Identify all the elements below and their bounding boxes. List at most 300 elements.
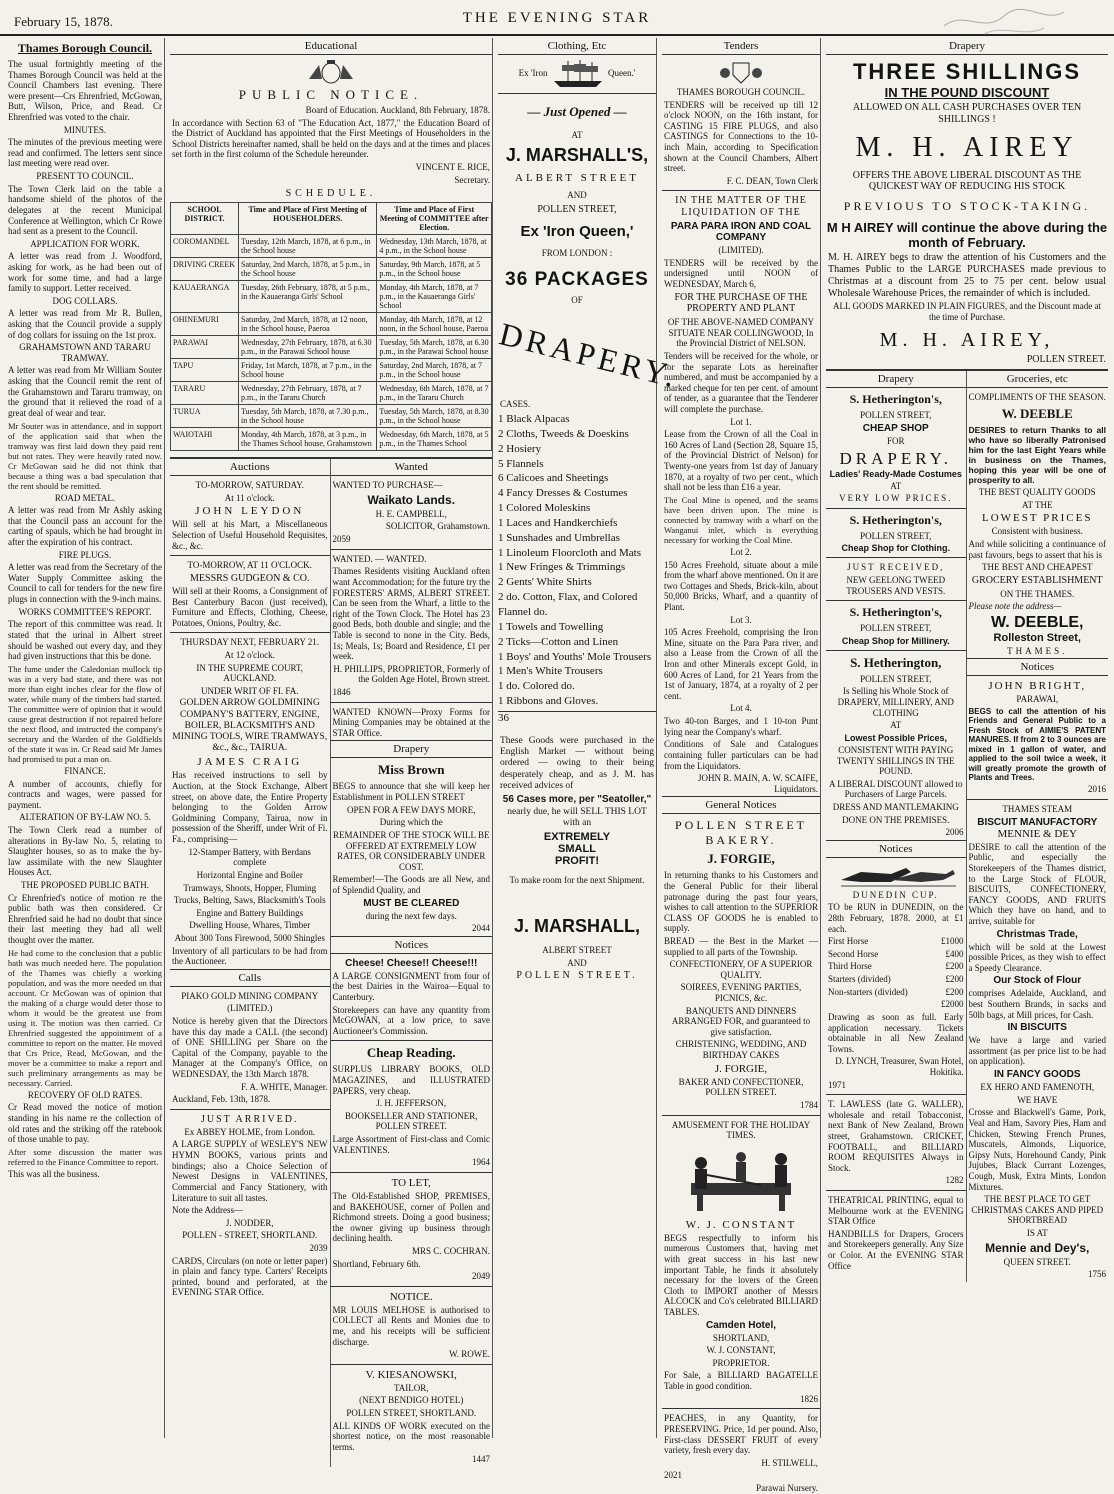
lot-conditions: Conditions of Sale and Catalogues containing fuller particulars can be had from the Liquidators. [664, 739, 818, 771]
schedule-title: SCHEDULE. [285, 188, 377, 200]
purchased-text: These Goods were purchased in the English Market — without being ordered — owing to their being desperately cheap, and as J. M. has received advices of [500, 735, 654, 791]
prize-label: Second Horse [828, 948, 879, 959]
note-address: Please note the address— [968, 601, 1062, 612]
lowest-possible: Lowest Possible Prices, [844, 732, 948, 743]
dog-text: A letter was read from Mr R. Bullen, asking that the Council provide a supply of dog collars for issuing on the 1st prox. [8, 308, 162, 340]
lot1-text: Lease from the Crown of all the Coal in 160 Acres of Land (Section 28, Square 15, of the Provincial District of Nelson) for Twenty-one years from 1st day of January 1870, at a royalty of two per cent., which shall not be less than £16 a year. [664, 429, 818, 493]
bath-text: Cr Ehrenfried's notice of motion re the public bath was then considered. Cr Ehrenfried said he had no doubt that since their last meeting they had all well thought over the matter. [8, 892, 162, 946]
section-wanted: Wanted [331, 459, 493, 476]
tender-body: TENDERS will be received up till 12 o'clock NOON, on the 16th instant, for CASTING 15 FIRE PLUGS, and also CASTINGS for Connections to the 10-inch Main, according to Specification shown at the Council Chambers, Albert street. [664, 99, 818, 174]
soliciting-text: And while soliciting a continuance of past favours, begs to assert that his is [968, 538, 1106, 560]
section-groceries: Groceries, etc [967, 371, 1109, 388]
case-item: 4 Fancy Dresses & Costumes [498, 487, 628, 500]
footer-marshall: J. MARSHALL, [514, 915, 640, 936]
schedule-cell: KAUAERANGA [171, 281, 239, 313]
schedule-cell: PARAWAI [171, 336, 239, 359]
consistent-text: CONSISTENT WITH PAYING TWENTY SHILLINGS IN THE POUND. [836, 744, 955, 777]
best-cheapest: THE BEST AND CHEAPEST [981, 562, 1093, 573]
calls-sign: F. A. WHITE, Manager. [241, 1081, 328, 1092]
we-have: WE HAVE [1017, 1094, 1058, 1105]
hetherington-number: 2006 [945, 827, 964, 838]
handbills-text: HANDBILLS for Drapers, Grocers and Storekeepers generally. Any Size or Color. At the EVENING STAR Office [828, 1228, 964, 1271]
draw-text: Drawing as soon as full. Early application necessary. Tickets obtainable in all New Zealand Towns. [828, 1011, 964, 1054]
cards-text: CARDS, Circulars (on note or letter paper) in plain and fancy type. Carters' Receipts printed, bound and perforated, at the EVENING STAR Office. [172, 1255, 328, 1298]
auction-item: Trucks, Belting, Saws, Blacksmith's Tools [173, 895, 326, 906]
auction1-time: At 11 o'clock. [224, 492, 275, 503]
schedule-col-committee: Time and Place of First Meeting of COMMITTEE after Election. [377, 203, 492, 235]
peaches-body: PEACHES, in any Quantity, for PRESERVING. Price, 1d per pound. Also, First-class DESSERT FRUIT of every variety, fresh every day. [664, 1413, 818, 1456]
forgie-number: 1784 [800, 1099, 818, 1110]
schedule-cell: TARARU [171, 382, 239, 405]
theatrical-text: THEATRICAL PRINTING, equal to Melbourne work at the EVENING STAR Office [828, 1195, 964, 1227]
liquidation-of: OF THE ABOVE-NAMED COMPANY SITUATE NEAR COLLINGWOOD, In the Provincial District of NELSON. [667, 317, 815, 349]
wanted2-body: Thames Residents visiting Auckland often want Accommodation; for the future try the FORESTERS' ARMS, ALBERT STREET. Can be seen from the Wharf, a little to the right of the Town Clock. The Hotel has 23 good Beds, both double and single; and the Table is second to none in the City. Beds, 1s; Meals, 1s; Board and Residence, £1 per week. [332, 566, 490, 662]
section-tenders: Tenders [662, 38, 820, 55]
from-london: FROM LONDON : [541, 248, 613, 259]
wanted-column [331, 459, 493, 1467]
miss-brown-end: during the next few days. [365, 910, 457, 921]
auction-item: 12-Stamper Battery, with Berdans complete [188, 846, 311, 868]
hetherington3-street: POLLEN STREET, [860, 623, 932, 634]
ladies-costumes: Ladies' Ready-Made Costumes [829, 468, 962, 479]
lot3-label: Lot 3. [730, 614, 752, 625]
for-label: FOR [886, 436, 905, 446]
lot2-label: Lot 2. [730, 546, 752, 557]
column-notices [170, 38, 493, 1465]
reading-extra: Large Assortment of First-class and Comic VALENTINES. [332, 1134, 490, 1155]
pound-discount: IN THE POUND DISCOUNT [884, 85, 1050, 100]
prize-amount: £2000 [941, 999, 964, 1010]
educ-sign-name: VINCENT E. RICE, [415, 162, 490, 173]
column-council-report: Thames Borough Council. The usual fortnightly meeting of the Thames Borough Council was held at the Council Chambers last evening. There were present—Crs Ehrenfried, McGowan, Butt, Wilson, Price, and Read. Cr Ehrenfried was voted to the chair. MINUTES. The minutes of the previous meeting were read and confirmed. The letters sent since last meeting were read over. PRESENT TO COUNCIL. The Town Clerk laid on the table a handsome shield of the photos of the delegates at the recent Municipal Conference at Wellington, which Cr Rowe had sent as a present to the Council. APPLICATION FOR WORK. A letter was read from J. Woodford, asking for work, as he had been out of work for some time, and had a large family to support. Letter received. DOG COLLARS. A letter was read from Mr R. Bullen, asking that the Council provide a supply of dog collars for issuing on the 1st prox. GRAHAMSTOWN AND TARARU TRAMWAY. A letter was read from Mr William Souter asking that the Council remit the rent of the Grahamstown and Tararu tramway, on the ground that it relieved the road of a great deal of wear and tear. Mr Souter was in attendance, and in support of the application said that when the tramway was first laid down they paid rent but not rates. They were heavily rated now. Cr McGowan said he did not think that because a thing was a bad speculation that the rent should be remitted. ROAD METAL. A letter was read from Mr Ashly asking that the Council pass an account for the carting of spauls, which he had brought in after the expiration of his contract. FIRE PLUGS. A letter was read from the Secretary of the Water Supply Committee asking the Council to call for tenders for the new fire plugs in connection with the 9-inch mains. WORKS COMMITTEE'S REPORT. The report of this committee was read. It stated that the urinal in Albert street should be washed out every day, and they had given instructions that this be done. The fume under the Caledonian mullock tip was in a very bad state, and there was not more than eight inches clear for the flow of water, while many of the timbers had started. The committee were of opinion that it would cause great destruction if not repaired before the next flood, and instructed the company's secretary and the Warden of the Goldfields of the state it was in. Cr Read said Mr James had promised to put a man on. FINANCE. A number of accounts, chiefly for contracts and wages, were passed for payment. ALTERATION OF BY-LAW NO. 5. The Town Clerk read a number of alterations in By-law No. 5, relating to Slaughter houses, so as to make the by-law assimilate with the new Slaughter Houses Act. THE PROPOSED PUBLIC BATH. Cr Ehrenfried's notice of motion re the public bath was then considered. Cr Ehrenfried said he had no doubt that since their last meeting they had all well thought over the matter. He had come to the conclusion that a public bath was much needed here. The population of the Thames was chiefly a working population, and was the more needed on that account. Cr McGowan was of opinion that the making of a charge would deter those to whom it would be the greatest use from using it. The motion was then carried. Cr Ehrenfried suggested the appointment of a committee to report on the matter. He moved that Crs Price, Read, McGowan, and the mover be a committee to make a report and such preliminary arrangements as may be necessary. Carried. RECOVERY OF OLD RATES. Cr Read moved the notice of motion standing in his name re the collection of old rates and the striking off the ratebook of those unable to pay. After some discussion the matter was referred to the Finance Committee to report. This was all the business. [6, 38, 165, 1438]
liquidation-title: IN THE MATTER OF THE LIQUIDATION OF THE [675, 195, 807, 219]
auction1-date: TO-MORROW, SATURDAY. [195, 480, 304, 491]
schedule-cell: OHINEMURI [171, 313, 239, 336]
subhead-work: APPLICATION FOR WORK. [30, 238, 140, 249]
prize-label: First Horse [828, 936, 869, 947]
miss-brown-cleared: MUST BE CLEARED [363, 897, 460, 909]
deeble-desires: DESIRES to return Thanks to all who have so liberally Patronised him for the last Eight Years while in business on the Thames, hoping this year will be one of prosperity to all. [968, 425, 1106, 486]
present-text: The Town Clerk laid on the table a handsome shield of the photos of the delegates at the recent Municipal Conference at Wellington, which Cr Rowe had sent as a present to the Council. [8, 183, 162, 237]
subhead-fire: FIRE PLUGS. [58, 549, 112, 560]
schedule-cell: Wednesday, 27th February, 1878, at 7 p.m., in the Tararu Church [239, 382, 377, 405]
case-item: 5 Flannels [498, 457, 544, 470]
auction3-end: Inventory of all particulars to be had from the Auctioneer. [172, 945, 328, 967]
auction3-name: JAMES CRAIG [197, 756, 303, 769]
prize-amount: £1000 [941, 936, 964, 947]
prize-row [828, 987, 964, 998]
hotel-place: SHORTLAND, [712, 1332, 770, 1343]
liquidation-text: Tenders will be received for the whole, or for the separate Lots as hereinafter numbered, and must be accompanied by a marked cheque for ten per cent. of amount of tender, as a guarantee that the Tenderer will complete the purchase. [664, 350, 818, 414]
case-item: 1 Boys' and Youths' Mole Trousers [498, 650, 652, 663]
schedule-table [170, 202, 492, 451]
wanted1-number: 2059 [332, 534, 351, 545]
auction2-name: MESSRS GUDGEON & CO. [190, 572, 310, 584]
at-label-l: AT [890, 480, 902, 491]
liquidation-body: TENDERS will be received by the undersigned until NOON of WEDNESDAY, March 6, [664, 257, 818, 289]
tailor-name: V. KIESANOWSKI, [365, 1368, 457, 1381]
subhead-finance: FINANCE. [64, 765, 106, 776]
auction-item: Engine and Battery Buildings [196, 907, 304, 918]
thames-steam: THAMES STEAM [1002, 804, 1073, 815]
hetherington3-name: S. Hetherington's, [849, 605, 942, 620]
miss-brown-remainder: REMAINDER OF THE STOCK WILL BE OFFERED AT EXTREMELY LOW RATES, OR CONSIDERABLY UNDER COST. [333, 829, 490, 872]
arrived-number: 2039 [309, 1242, 328, 1253]
bright-body: BEGS to call the attention of his Friends and General Public to a Fresh Stock of AIMIE'S PATENT MANURES. If from 2 to 3 ounces are mixed in 1 gallon of water, and applied to the soil twice a week, it will greatly promote the growth of Plants and Trees. [968, 706, 1106, 783]
royal-crest-icon [301, 59, 361, 85]
tolet-body: The Old-Established SHOP, PREMISES, and BAKEHOUSE, corner of Pollen and Richmond streets. Doing a good business; the owner giving up business through declining health. [332, 1190, 490, 1244]
case-item-list [498, 412, 656, 709]
fire-text: A letter was read from the Secretary of the Water Supply Committee asking the Council to call for tenders for the new fire plugs in connection with the 9-inch mains. [8, 562, 162, 605]
forgie-name: J. FORGIE, [707, 851, 775, 867]
section-drapery-hetherington: Drapery [826, 371, 966, 388]
calls-company: PIAKO GOLD MINING COMPANY [181, 990, 319, 1001]
schedule-cell: DRIVING CREEK [171, 258, 239, 281]
thames-footer: THAMES. [1007, 645, 1068, 656]
sale-number: 1826 [800, 1393, 818, 1404]
schedule-cell: Tuesday, 26th February, 1878, at 5 p.m., in the Kauaeranga Girls' School [239, 281, 377, 313]
arrived-note: Note the Address— [172, 1205, 243, 1216]
lot2-text: 150 Acres Freehold, situate about a mile from the wharf above mentioned. On it are two Cottages and Sheds, Brick-kiln, about 50,000 Bricks, Wharf, and a quantity of Plant. [664, 559, 818, 612]
wanted2-title: WANTED. — WANTED. [332, 553, 427, 564]
deeble-name: W. DEEBLE [1001, 406, 1073, 421]
liberal-discount: A LIBERAL DISCOUNT allowed to Purchasers of Large Parcels. [829, 778, 963, 800]
reading-body: SURPLUS LIBRARY BOOKS, OLD MAGAZINES, and ILLUSTRATED PAPERS, very cheap. [332, 1064, 490, 1096]
forgie-body: In returning thanks to his Customers and the General Public for their liberal patronage during the past four years, wishes to call attention to the SUPERIOR CLASS OF GOODS he is enabled to supply. [664, 870, 818, 934]
educ-sign-role: Secretary. [454, 174, 490, 185]
subhead-present: PRESENT TO COUNCIL. [36, 171, 134, 182]
low-prices: VERY LOW PRICES. [839, 493, 953, 504]
tailor-body: ALL KINDS OF WORK executed on the shortest notice, on the most reasonable terms. [332, 1420, 490, 1452]
miss-brown-during: During which the [379, 817, 443, 828]
previous-text: PREVIOUS TO STOCK-TAKING. [843, 199, 1091, 214]
tolet-place: Shortland, February 6th. [332, 1258, 421, 1269]
subhead-tram: GRAHAMSTOWN AND TARARU TRAMWAY. [19, 342, 151, 363]
bright-name: JOHN BRIGHT, [988, 680, 1087, 693]
auction-item: Horizontal Engine and Boiler [196, 869, 303, 880]
packages-headline: 36 PACKAGES [505, 268, 649, 290]
footer-and: AND [567, 957, 587, 968]
tailor-role: TAILOR, [393, 1382, 429, 1393]
tailor-next: (NEXT BENDIGO HOTEL) [359, 1395, 464, 1406]
forgie-banquets: BANQUETS AND DINNERS ARRANGED FOR, and guaranteed to give satisfaction. [671, 1005, 811, 1037]
best-place: THE BEST PLACE TO GET CHRISTMAS CAKES AND PIPED SHORTBREAD [971, 1194, 1104, 1226]
wanted2-number: 1846 [332, 687, 351, 698]
in-fancy-goods: IN FANCY GOODS [994, 1069, 1081, 1081]
subhead-road: ROAD METAL. [54, 492, 116, 503]
case-item: 1 Towels and Towelling [498, 620, 604, 633]
hetherington2-street: POLLEN STREET, [860, 530, 932, 541]
ex-iron-label: Ex 'Iron [518, 68, 548, 79]
mennie-number: 1756 [1088, 1269, 1106, 1280]
schedule-cell: Tuesday, 12th March, 1878, at 6 p.m., in the School house [239, 235, 377, 258]
lot3-text: 105 Acres Freehold, comprising the Iron Mine, situate on the Para Para river, and also a Lease from the Crown of all the Iron and other Minerals except Gold, in 600 Acres of Land, for 21 Years from the 1st of January, 1874, at a royalty of 2 per cent. [664, 627, 818, 701]
fancy-sub: EX HERO AND FAMENOTH, [980, 1082, 1095, 1093]
case-item: 2 Cloths, Tweeds & Doeskins [498, 427, 629, 440]
mennie-footer: Mennie and Dey's, [985, 1240, 1090, 1255]
wanted1-role: SOLICITOR, Grahamstown. [385, 521, 490, 532]
auction3-body: Has received instructions to sell by Auction, at the Stock Exchange, Albert street, on above date, the Entire Property belonging to the Golden Arrow Goldmining Company, Tairua, now in possession of the Sheriff, under Writ of Fi. Fa., comprising— [172, 770, 328, 845]
drapery-label: DRAPERY. [839, 448, 952, 468]
deeble-footer: W. DEEBLE, [991, 613, 1084, 631]
schedule-col-district: SCHOOL DISTRICT. [171, 203, 239, 235]
bright-number: 2016 [1088, 784, 1106, 795]
draw-number: 1971 [828, 1079, 846, 1090]
case-item: 1 Ribbons and Gloves. [498, 695, 599, 708]
arrived-title: JUST ARRIVED. [201, 1113, 299, 1125]
schedule-cell: Friday, 1st March, 1878, at 7 p.m., in the School house [239, 359, 377, 382]
lot4-text: Two 40-ton Barges, and 1 10-ton Punt lying near the Company's wharf. [664, 716, 818, 737]
rates-text: Cr Read moved the notice of motion standing in his name re the collection of old rates and the striking off the ratebook of those unable to pay. [8, 1102, 162, 1145]
case-item: 6 Calicoes and Sheetings [498, 472, 609, 485]
auction-item-list [170, 847, 330, 944]
lot1-label: Lot 1. [730, 416, 752, 427]
just-opened: — Just Opened — [527, 104, 627, 119]
auction3-company: GOLDEN ARROW GOLDMINING COMPANY'S BATTERY, ENGINE, BOILER, BLACKSMITH'S AND MINING TOOLS, WIRE TRAMWAYS, &c., &c., TAIRUA. [172, 698, 328, 754]
case-item: 2 Hosiery [498, 442, 542, 455]
forgie-sign: J. FORGIE, [714, 1062, 768, 1075]
schedule-col-householders: Time and Place of First Meeting of HOUSEHOLDERS. [239, 203, 377, 235]
lowest-prices: LOWEST PRICES [982, 512, 1093, 525]
prize-row [828, 961, 964, 972]
of-label: OF [571, 294, 583, 305]
hetherington4-street: POLLEN STREET, [860, 673, 932, 684]
schedule-row [171, 428, 492, 451]
liquidation-company: PARA PARA IRON AND COAL COMPANY [670, 221, 812, 244]
peaches-place: Parawai Nursery. [756, 1482, 818, 1493]
tolet-sign: MRS C. COCHRAN. [411, 1245, 490, 1256]
schedule-cell: COROMANDEL [171, 235, 239, 258]
forgie-confectionery: CONFECTIONERY, OF A SUPERIOR QUALITY. [669, 959, 813, 980]
geelong-tweed: NEW GEELONG TWEED TROUSERS AND VESTS. [846, 575, 946, 596]
bakery-title: POLLEN STREET BAKERY. [675, 818, 807, 848]
subhead-bylaw: ALTERATION OF BY-LAW NO. 5. [19, 812, 151, 823]
schedule-cell: Monday, 4th March, 1878, at 7 p.m., in the Kauaeranga Girls' School [377, 281, 492, 313]
hetherington1-street: POLLEN STREET, [860, 410, 932, 421]
offers-text: OFFERS THE ABOVE LIBERAL DISCOUNT AS THE QUICKEST WAY OF REDUCING HIS STOCK [852, 169, 1082, 193]
case-item: 1 Laces and Handkerchiefs [498, 516, 618, 529]
tolet-number: 2049 [472, 1271, 490, 1282]
profit-label: PROFIT! [555, 855, 599, 868]
prize-amount: £400 [945, 948, 964, 959]
case-item: 1 Black Alpacas [498, 413, 570, 426]
ship-name: Ex 'Iron Queen,' [520, 223, 634, 241]
mennie-dey: MENNIE & DEY [997, 827, 1077, 840]
schedule-row [171, 313, 492, 336]
cases-label: CASES. [500, 399, 531, 410]
hetherington1-name: S. Hetherington's, [849, 392, 942, 407]
subhead-minutes: MINUTES. [63, 124, 107, 135]
auction2-date: TO-MORROW, AT 11 O'CLOCK. [187, 560, 312, 571]
prize-amount: £200 [945, 974, 964, 985]
section-drapery-airey: Drapery [826, 38, 1108, 55]
auctions-column [170, 459, 331, 1467]
biscuit-manufactory: BISCUIT MANUFACTORY [977, 816, 1098, 828]
schedule-cell: Saturday, 9th March, 1878, at 5 p.m., in the School house [377, 258, 492, 281]
arrived-ship: Ex ABBEY HOLME, from London. [184, 1126, 316, 1137]
column-drapery-groceries [826, 38, 1108, 1438]
case-item: 1 New Fringes & Trimmings [498, 561, 626, 574]
council-title: THAMES BOROUGH COUNCIL. [676, 87, 806, 97]
subhead-rates: RECOVERY OF OLD RATES. [27, 1089, 143, 1100]
schedule-cell: Wednesday, 13th March, 1878, at 4 p.m., in the School house [377, 235, 492, 258]
prize-amount: £200 [945, 986, 964, 997]
column-clothing [495, 38, 683, 1438]
tailor-address: POLLEN STREET, SHORTLAND. [346, 1408, 477, 1419]
borough-crest-icon [711, 59, 771, 85]
schedule-cell: WAIOTAHI [171, 428, 239, 451]
stock-flour: Our Stock of Flour [993, 975, 1082, 987]
reading-role: BOOKSELLER AND STATIONER, POLLEN STREET. [344, 1110, 478, 1132]
lawless-number: 1282 [945, 1175, 964, 1186]
auction-item: Tramways, Shoots, Hopper, Fluming [183, 882, 317, 893]
airey-headline: M. H. AIREY [855, 131, 1079, 163]
issue-date: February 15, 1878. [14, 14, 113, 29]
extremely-label: EXTREMELY [543, 831, 611, 844]
schedule-row [171, 382, 492, 405]
rolleston-street: Rolleston Street, [993, 631, 1081, 644]
section-clothing: Clothing, Etc [498, 38, 656, 55]
section-drapery-brown: Drapery [331, 740, 493, 758]
notice-body: MR LOUIS MELHOSE is authorised to COLLECT all Rents and Monies due to me, and his receipts will be sufficient discharge. [332, 1304, 490, 1347]
billiard-players-illustration [671, 1145, 811, 1215]
peaches-sign: H. STILWELL, [761, 1457, 818, 1468]
marked-text: ALL GOODS MARKED IN PLAIN FIGURES, and the Discount made at the time of Purchase. [833, 301, 1101, 322]
queen-street: QUEEN STREET. [1003, 1256, 1071, 1267]
section-educational: Educational [170, 38, 492, 55]
forgie-soirees: SOIREES, EVENING PARTIES, PICNICS, &c. [680, 982, 802, 1004]
tailor-number: 1447 [472, 1454, 490, 1465]
schedule-cell: Monday, 4th March, 1878, at 12 noon, in the School house, Paeroa [377, 313, 492, 336]
column-tenders: Tenders THAMES BOROUGH COUNCIL. TENDERS will be received up till 12 o'clock NOON, on the 16th instant, for CASTING 15 FIRE PLUGS, and also CASTINGS for Connections to the 10-inch Main, according to Specification shown at the Council Chambers, Albert street. F. C. DEAN, Town Clerk IN THE MATTER OF THE LIQUIDATION OF THE PARA PARA IRON AND COAL COMPANY (LIMITED). TENDERS will be received by the undersigned until NOON of WEDNESDAY, March 6, FOR THE PURCHASE OF THE PROPERTY AND PLANT OF THE ABOVE-NAMED COMPANY SITUATE NEAR COLLINGWOOD, In the Provincial District of NELSON. Tenders will be received for the whole, or for the separate Lots as hereinafter numbered, and must be accompanied by a marked cheque for ten per cent. of amount of tender, as a guarantee that the Tenderer will complete the purchase. Lot 1. Lease from the Crown of all the Coal in 160 Acres of Land (Section 28, Square 15, of the Provincial District of Nelson) for Twenty-one years from 1st day of January 1870, at a royalty of two per cent., which shall not be less than £16 a year. The Coal Mine is opened, and the seams have been driven upon. The mine is connected by tramway with a wharf on the Wanganui inlet, which is everything necessary for working the Coal Mine. Lot 2. 150 Acres Freehold, situate about a mile from the wharf above mentioned. On it are two Cottages and Sheds, Brick-kiln, about 50,000 Bricks, Wharf, and a quantity of Plant. Lot 3. 105 Acres Freehold, comprising the Iron Mine, situate on the Para Para river, and also a Lease from the Crown of all the Iron and other Minerals except Gold, in 600 Acres of Land, for 21 Years from the 1st of January, 1874, at a royalty of 2 per cent. Lot 4. Two 40-ton Barges, and 1 10-ton Punt lying near the Company's wharf. Conditions of Sale and Catalogues containing fuller particulars can be had from the Liquidators. JOHN R. MAIN, A. W. SCAIFE, Liquidators. General Notices POLLEN STREET BAKERY. J. FORGIE, In returning thanks to his Customers and the General Public for their liberal patronage during the past four years, wishes to call attention to the SUPERIOR CLASS OF GOODS he is enabled to supply. BREAD — the Best in the Market — supplied to all parts of the Township. CONFECTIONERY, OF A SUPERIOR QUALITY. SOIREES, EVENING PARTIES, PICNICS, &c. BANQUETS AND DINNERS ARRANGED FOR, and guaranteed to give satisfaction. CHRISTENING, WEDDING, AND BIRTHDAY CAKES J. FORGIE, BAKER AND CONFECTIONER, POLLEN STREET. 1784 AMUSEMENT FOR THE HOLIDAY TIMES. W. J. CONSTANT BEGS respectfully to inform his numerous Customers that, having met with great success in his last new important Table, he finds it absolutely necessary for the lovers of the Green Cloth to IMPORT another of Messrs ALCOCK and Co's celebrated BILLIARD TABLES. Camden Hotel, SHORTLAND, W. J. CONSTANT, PROPRIETOR. For Sale, a BILLIARD BAGATELLE Table in good condition. 1826 PEACHES, in any Quantity, for PRESERVING. Price, 1d per pound. Also, First-class DESSERT FRUIT of every variety, fresh every day. H. STILWELL, 2021 Parawai Nursery. [662, 38, 821, 1438]
queen-label: Queen.' [608, 68, 636, 79]
notice-sign: W. ROWE. [449, 1349, 490, 1360]
board-line: Board of Education. Auckland, 8th February, 1878. [305, 105, 490, 115]
draw-sign: D. LYNCH, Treasurer, Swan Hotel, Hokitika. [835, 1056, 964, 1077]
street-albert: ALBERT STREET [515, 171, 639, 184]
public-notice-title: PUBLIC NOTICE. [238, 87, 424, 102]
just-received: JUST RECEIVED, [847, 562, 945, 573]
miss-brown-name: Miss Brown [377, 762, 445, 778]
begs-text: M. H. AIREY begs to draw the attention of his Customers and the Thames Public to the LARGE PURCHASES made previous to Christmas at a discount from 25 to 75 per cent. below usual Wholesale Warehouse Prices, the remainder of which is included. [828, 252, 1106, 299]
section-notices-c2: Notices [331, 936, 493, 954]
section-notices-right: Notices [967, 658, 1109, 676]
schedule-cell: Monday, 4th March, 1878, at 3 p.m., in the Thames School house, Grahamstown [239, 428, 377, 451]
prize-row [828, 936, 964, 947]
schedule-cell: Wednesday, 6th March, 1878, at 5 p.m., in the Thames School [377, 428, 492, 451]
page-header [0, 0, 1114, 36]
cheese-body: A LARGE CONSIGNMENT from four of the best Dairies in the Wairoa—Equal to Canterbury. [332, 970, 490, 1002]
consistent-business: Consistent with business. [991, 526, 1083, 537]
council-headline: Thames Borough Council. [17, 41, 153, 55]
liquidators-sign: JOHN R. MAIN, A. W. SCAIFE, Liquidators. [697, 773, 818, 794]
groceries-column [967, 371, 1109, 1281]
tram-text: A letter was read from Mr William Souter asking that the Council remit the rent of the Grahamstown and Tararu tramway, on the ground that it relieved the road of a great deal of wear and tear. [8, 365, 162, 418]
bylaw-text: The Town Clerk read a number of alterations in By-law No. 5, relating to Slaughter houses, so as to make the by-law assimilate with the new Slaughter Houses Act. [8, 824, 162, 878]
hetherington4-name: S. Hetherington, [850, 654, 942, 670]
subhead-works: WORKS COMMITTEE'S REPORT. [18, 606, 152, 617]
on-thames: ON THE THAMES. [1000, 588, 1075, 599]
bright-parawai: PARAWAI, [1016, 694, 1059, 705]
schedule-cell: Tuesday, 5th March, 1878, at 7.30 p.m., in the School house [239, 405, 377, 428]
notice-title: NOTICE. [389, 1290, 433, 1303]
dress-making: DRESS AND MANTLEMAKING [832, 801, 959, 812]
at-label: AT [571, 130, 583, 140]
amusement-title: AMUSEMENT FOR THE HOLIDAY TIMES. [671, 1119, 811, 1141]
biscuits-body: We have a large and varied assortment (as per price list to be had on application). [968, 1035, 1106, 1067]
prize-row [828, 949, 964, 960]
auction3-date: THURSDAY NEXT, FEBRUARY 21. [180, 637, 320, 648]
case-item: 2 Ticks—Cotton and Linen [498, 635, 619, 648]
forgie-cakes: CHRISTENING, WEDDING, AND BIRTHDAY CAKES [675, 1039, 807, 1061]
marshall-name: J. MARSHALL'S, [505, 144, 649, 165]
minutes-text: The minutes of the previous meeting were read and confirmed. The letters sent since last meeting were read over. [8, 137, 162, 169]
arrived-address: POLLEN - STREET, SHORTLAND. [182, 1230, 318, 1241]
schedule-cell: Saturday, 2nd March, 1878, at 7 p.m., in the School house [377, 359, 492, 382]
peaches-number: 2021 [664, 1470, 682, 1481]
schedule-row [171, 281, 492, 313]
footer-street-albert: ALBERT STREET [542, 944, 612, 955]
closing-text: This was all the business. [8, 1168, 100, 1179]
liquidation-for: FOR THE PURCHASE OF THE PROPERTY AND PLANT [674, 291, 808, 315]
wanted2-sign: H. PHILLIPS, PROPRIETOR, Formerly of the Golden Age Hotel, Brown street. [333, 663, 490, 685]
small-label: SMALL [558, 843, 596, 856]
reading-name: J. H. JEFFERSON, [376, 1098, 447, 1109]
constant-body: BEGS respectfully to inform his numerous Customers that, having met with great success in his last new important Table, he finds it absolutely necessary for the lovers of the Green Cloth to IMPORT another of Messrs ALCOCK and Co's celebrated BILLIARD TABLES. [664, 1232, 818, 1318]
footer-street-pollen: POLLEN STREET. [516, 970, 638, 982]
miss-brown-number: 2044 [472, 923, 490, 934]
and-label: AND [567, 189, 587, 200]
auction1-body: Will sell at his Mart, a Miscellaneous Selection of Useful Household Requisites, &c., &c. [172, 519, 328, 551]
schedule-cell: Saturday, 2nd March, 1878, at 12 noon, in the School house, Paeroa [239, 313, 377, 336]
miss-brown-remember: Remember!—The Goods are all New, and of Splendid Quality, and [332, 874, 490, 895]
miss-brown-body: BEGS to announce that she will keep her Establishment in POLLEN STREET [332, 781, 490, 803]
schedule-row [171, 359, 492, 382]
hotel-owner: W. J. CONSTANT, [706, 1345, 776, 1356]
prize-row [828, 974, 964, 985]
three-shillings: THREE SHILLINGS [852, 59, 1081, 84]
auction-item: Dwelling House, Whares, Timber [189, 920, 311, 931]
wanted1-title: WANTED TO PURCHASE— [332, 480, 443, 491]
case-item: 1 do. Colored do. [498, 680, 575, 693]
camden-hotel: Camden Hotel, [705, 1319, 776, 1331]
forgie-bread: BREAD — the Best in the Market — supplied to all parts of the Township. [664, 936, 818, 957]
arrived-name: J. NODDER, [225, 1217, 274, 1228]
case-item: 2 do. Cotton, Flax, and Colored Flannel do. [498, 591, 638, 619]
auction3-court: IN THE SUPREME COURT, AUCKLAND. [196, 662, 304, 684]
airey-street: POLLEN STREET. [1026, 353, 1106, 365]
best-quality: THE BEST QUALITY GOODS [978, 487, 1096, 498]
case-item: 1 Men's White Trousers [498, 665, 603, 678]
forgie-role: BAKER AND CONFECTIONER, POLLEN STREET. [678, 1076, 804, 1098]
wanted1-big: Waikato Lands. [367, 492, 456, 507]
educ-body: In accordance with Section 63 of "The Education Act, 1877," the Education Board of the District of Auckland has appointed that the First Meetings of Householders in the School Districts hereinafter named, shall be held on the days and at the times and places set forth in the first column of the Schedule hereunder. [172, 117, 490, 160]
calls-body: Notice is hereby given that the Directors have this day made a CALL (the second) of ONE SHILLING per Share on the Capital of the Company, payable to the Manager at the Company's Office, on WEDNESDAY, the 13th March 1878. [172, 1016, 328, 1080]
schedule-cell: TAPU [171, 359, 239, 382]
prize-label: Non-starters (divided) [828, 986, 908, 997]
cheese-headline: Cheese! Cheese!! Cheese!!! [345, 957, 478, 969]
council-intro: The usual fortnightly meeting of the Thames Borough Council was held at the Council Chambers last evening. There were present—Crs Ehrenfried, McGowan, Butt, Wilson, Price, and Read. Cr Ehrenfried was voted to the chair. [8, 59, 162, 123]
cheap-shop: CHEAP SHOP [862, 423, 929, 434]
section-calls: Calls [170, 969, 330, 987]
cases-more: 56 Cases more, per "Seatoller," [502, 793, 652, 805]
reading-title: Cheap Reading. [366, 1045, 456, 1061]
christmas-trade: Christmas Trade, [996, 928, 1078, 940]
case-item: 1 Sunshades and Umbrellas [498, 531, 620, 544]
case-item: 1 Linoleum Floorcloth and Mats [498, 546, 641, 559]
schedule-cell: Saturday, 2nd March, 1878, at 5 p.m., in the School house [239, 258, 377, 281]
schedule-cell: Wednesday, 6th March, 1878, at 7 p.m., in the Tararu Church [377, 382, 492, 405]
